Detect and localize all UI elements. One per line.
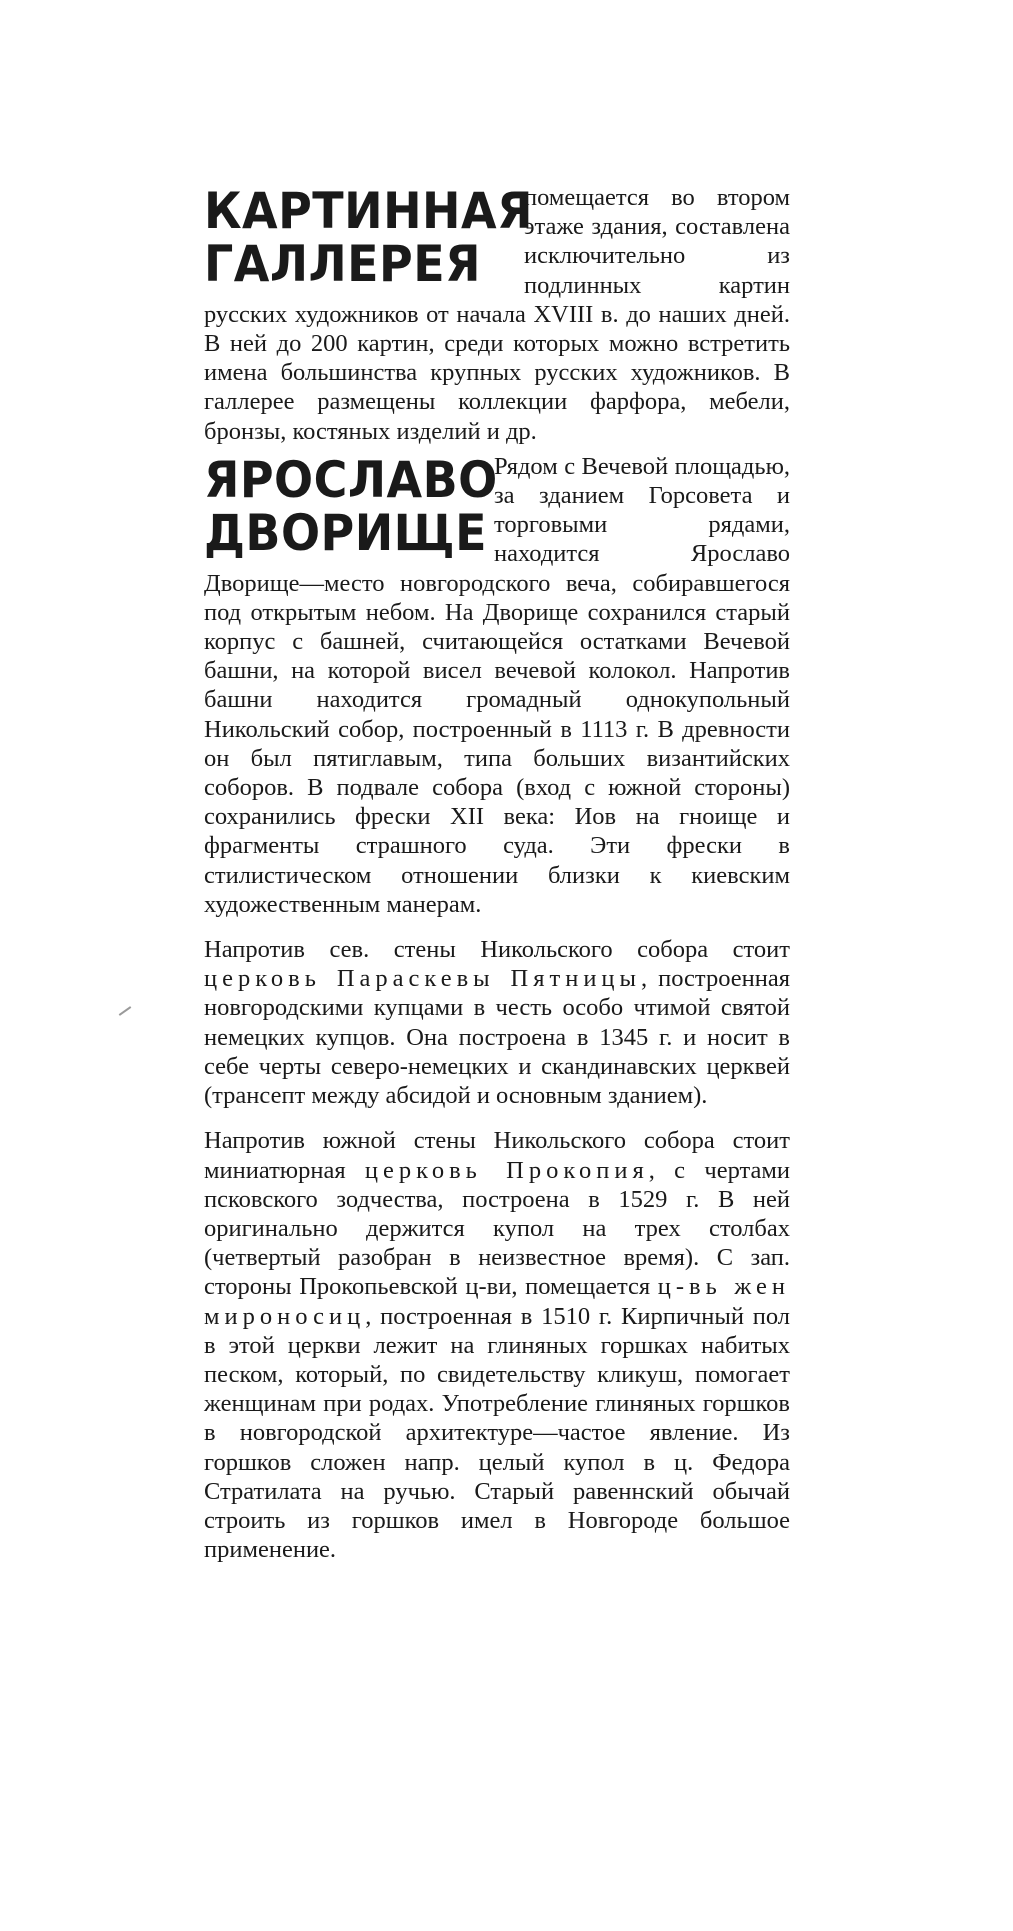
myrrhbearers-church-name: ц-вь жен мироносиц <box>204 1273 790 1330</box>
dvorishche-heading <box>204 451 498 562</box>
prokopiy-paragraph <box>204 1126 790 1564</box>
paraskeva-text-before: Напротив сев. стены Никольского собора стоит <box>204 936 790 964</box>
dvorishche-heading-line1: ЯРОСЛАВО <box>204 451 498 509</box>
paraskeva-church-name: церковь Параскевы Пятницы <box>204 965 642 993</box>
gallery-heading-line1: КАРТИННАЯ <box>204 183 533 240</box>
section-dvorishche <box>204 452 790 919</box>
prokopiy-text-middle: , с чертами псковского зодчества, построена в 1529 г. В ней оригинально держится купол на трех столбах (четвертый разобран в неизвестное время). С зап. стороны Прокопьевской ц-ви, помещается <box>204 1156 791 1301</box>
section-gallery <box>204 183 790 446</box>
prokopiy-church-name: церковь Прокопия <box>364 1156 649 1184</box>
text-column <box>204 183 790 1564</box>
prokopiy-text-after: , построенная в 1510 г. Кирпичный пол в этой церкви лежит на глиняных горшках набитых песком, который, по свидетельству кликуш, помогает женщинам при родах. Употребление глиняных горшков в новгородской архитектуре—частое явление. Из горшков сложен напр. целый купол в ц. Федора Стратилата на ручью. Старый равеннский обычай строить из горшков имел в Новгороде большое применение. <box>204 1302 790 1564</box>
stray-mark <box>119 1006 132 1016</box>
dvorishche-heading-line2: ДВОРИЩЕ <box>204 503 487 562</box>
gallery-paragraph: помещается во втором этаже здания, составлена исключительно из подлинных картин русских художников от начала XVIII в. до наших дней. В ней до 200 картин, среди которых можно встретить имена большинства крупных русских художников. В галлерее размещены коллекции фарфора, мебели, бронзы, костяных изделий и др. <box>204 184 790 445</box>
gallery-heading-line2: ГАЛЛЕРЕЯ <box>204 235 481 293</box>
paraskeva-paragraph <box>204 935 790 1110</box>
prokopiy-text-before: Напротив южной стены Никольского собора стоит миниатюрная <box>204 1127 790 1184</box>
dvorishche-paragraph: Рядом с Вечевой площадью, за зданием Горсовета и торговыми рядами, находится Ярославо Дворище—место новгородского веча, собиравшегося под открытым небом. На Дворище сохранился старый корпус с башней, считающейся остатками Вечевой башни, на которой висел вечевой колокол. Напротив башни находится громадный однокупольный Никольский собор, построенный в 1113 г. В древности он был пятиглавым, типа больших византийских соборов. В подвале собора (вход с южной стороны) сохранились фрески XII века: Иов на гноище и фрагменты страшного суда. Эти фрески в стилистическом отношении близки к киевским художественным манерам. <box>204 452 790 918</box>
paraskeva-text-after: , построенная новгородскими купцами в честь особо чтимой святой немецких купцов. Она построена в 1345 г. и носит в себе черты северо-немецких и скандинавских церквей (трансепт между абсидой и основным зданием). <box>204 965 790 1110</box>
gallery-heading <box>204 183 533 293</box>
